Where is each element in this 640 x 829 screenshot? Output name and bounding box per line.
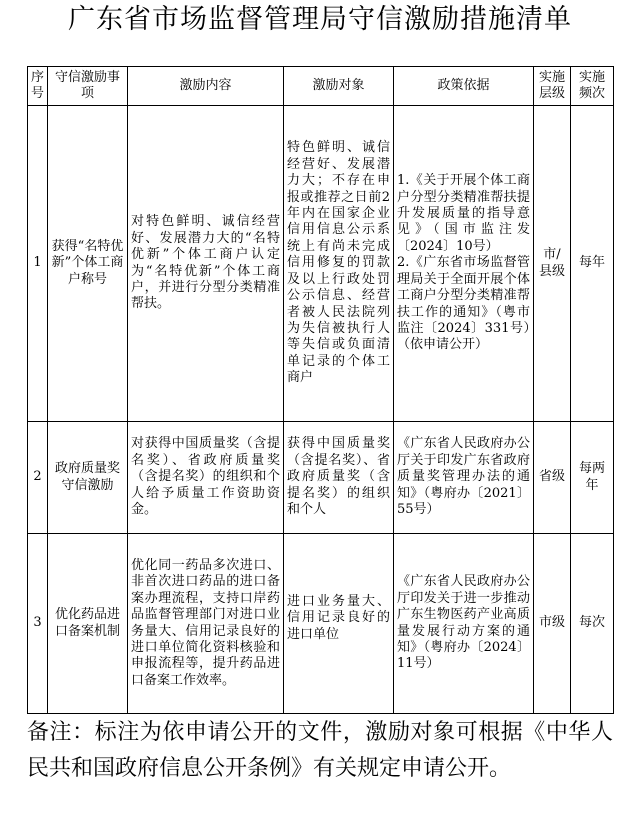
- row-target: 获得中国质量奖（含提名奖）、省政府质量奖（含提名奖）的组织和个人: [284, 422, 394, 534]
- header-target: 激励对象: [284, 67, 394, 106]
- row-item: 优化药品进口备案机制: [48, 534, 128, 714]
- row-content: 优化同一药品多次进口、非首次进口药品的进口备案办理流程，支持口岸药品监督管理部门对进口业务量大、信用记录良好的进口单位简化资料核验和申报流程等，提升药品进口备案工作效率。: [128, 534, 284, 714]
- header-item: 守信激励事项: [48, 67, 128, 106]
- row-no: 3: [28, 534, 48, 714]
- table-row: [28, 422, 614, 534]
- row-level: 市级: [534, 534, 571, 714]
- row-no: 1: [28, 106, 48, 422]
- header-content: 激励内容: [128, 67, 284, 106]
- header-no: 序号: [28, 67, 48, 106]
- row-no: 2: [28, 422, 48, 534]
- row-frequency: 每年: [571, 106, 614, 422]
- row-frequency: 每次: [571, 534, 614, 714]
- row-basis: 《广东省人民政府办公厅印发关于进一步推动广东生物医药产业高质量发展行动方案的通知》（粤府办〔2024〕11号）: [394, 534, 534, 714]
- header-level: 实施层级: [534, 67, 571, 106]
- row-target: 进口业务量大、信用记录良好的进口单位: [284, 534, 394, 714]
- row-basis: 1.《关于开展个体工商户分型分类精准帮扶提升发展质量的指导意见》（国市监注发〔2024〕10号） 2.《广东省市场监督管理局关于全面开展个体工商户分型分类精准帮扶工作的通知》（粤市监注〔2024〕331号）（依申请公开）: [394, 106, 534, 422]
- row-target: 特色鲜明、诚信经营好、发展潜力大；不存在申报或推荐之日前2年内在国家企业信用信息公示系统上有尚未完成信用修复的罚款及以上行政处罚公示信息、经营者被人民法院列为失信被执行人等失信或负面清单记录的个体工商户: [284, 106, 394, 422]
- row-item: 政府质量奖守信激励: [48, 422, 128, 534]
- page-title: 广东省市场监督管理局守信激励措施清单: [68, 4, 572, 35]
- row-basis: 《广东省人民政府办公厅关于印发广东省政府质量奖管理办法的通知》（粤府办〔2021〕55号）: [394, 422, 534, 534]
- header-frequency: 实施频次: [571, 67, 614, 106]
- footnote: 备注：标注为依申请公开的文件，激励对象可根据《中华人民共和国政府信息公开条例》有关规定申请公开。: [27, 720, 613, 781]
- table-header-row: [28, 67, 614, 106]
- header-basis: 政策依据: [394, 67, 534, 106]
- incentive-measures-table: [27, 66, 614, 714]
- row-content: 对特色鲜明、诚信经营好、发展潜力大的“名特优新”个体工商户认定为“名特优新”个体工商户，并进行分型分类精准帮扶。: [128, 106, 284, 422]
- table-row: [28, 534, 614, 714]
- row-content: 对获得中国质量奖（含提名奖）、省政府质量奖（含提名奖）的组织和个人给予质量工作资助资金。: [128, 422, 284, 534]
- row-item: 获得“名特优新”个体工商户称号: [48, 106, 128, 422]
- table-row: [28, 106, 614, 422]
- row-level: 市/县级: [534, 106, 571, 422]
- row-frequency: 每两年: [571, 422, 614, 534]
- row-level: 省级: [534, 422, 571, 534]
